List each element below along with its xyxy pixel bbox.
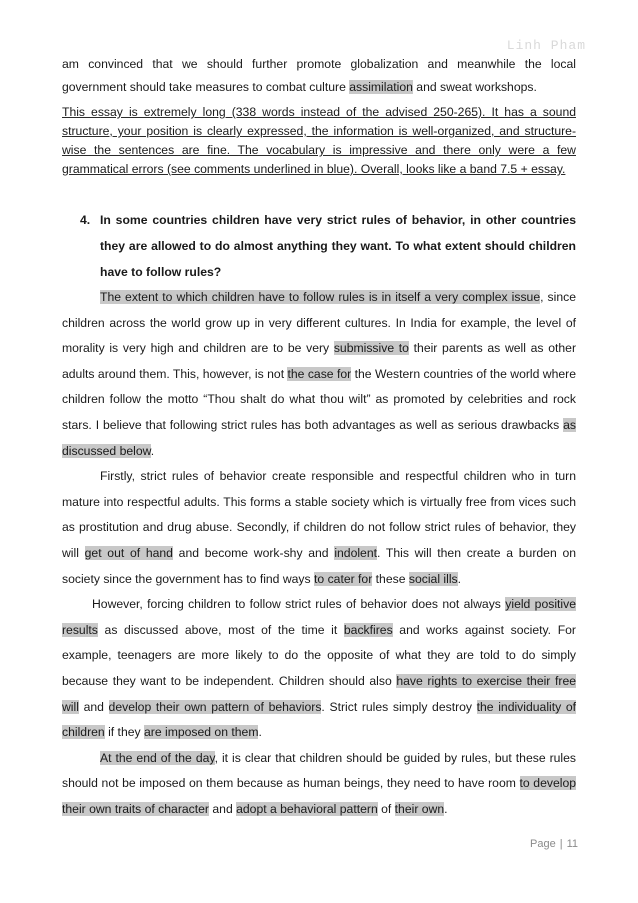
highlighted-phrase: submissive to [333,341,409,356]
essay-paragraph [62,464,576,592]
highlighted-phrase: the case for [287,366,352,381]
text-run: . [258,725,262,740]
text-run: . This will then create a burden on society since the government has to find ways [62,545,576,586]
text-run: their parents as well as other adults around them. This, however, is not [62,341,576,381]
text-run: , it is clear that children should be guided by rules, but these rules should not be imposed on them because as human beings, they need to have room [62,750,577,791]
text-run: However, forcing children to follow strict rules of behavior does not always [92,597,506,612]
text-run: and sweat workshops. [412,80,537,94]
header-author: Linh Pham [506,38,586,53]
intro-paragraph [62,53,576,99]
highlighted-phrase: get out of hand [84,545,173,560]
feedback-text: This essay is extremely long (338 words instead of the advised 250-265). It has a sound structure, your position is clearly expressed, the information is well-organized, and structure-wise the sentences are fine. The vocabulary is impressive and there only were a few grammatical errors (see comments underlined in blue). Overall, looks like a band 7.5 + essay. [62,105,576,176]
highlighted-phrase: are imposed on them [143,725,259,740]
question-number: 4. [80,213,91,227]
highlighted-phrase: The extent to which children have to follow rules is in itself a very complex issue [100,290,541,304]
page-footer: Page | 11 [530,838,578,850]
text-run: am convinced that we should further promote globalization and meanwhile the local government should take measures to combat culture [62,57,576,94]
text-run: if they [104,725,144,740]
highlighted-phrase: backfires [343,622,393,637]
highlighted-phrase: the individuality of children [62,699,577,740]
highlighted-phrase: At the end of the day [100,750,215,765]
text-run: and works against society. For example, teenagers are more likely to do the opposite of what they are told to do simply because they want to be independent. Children should also [62,622,576,688]
text-run: . [150,443,155,458]
text-run: as discussed above, most of the time it [97,622,344,637]
essay-body [62,285,576,822]
highlighted-phrase: adopt a behavioral pattern [236,801,378,816]
page-label: Page [530,838,556,850]
essay-paragraph [62,592,576,746]
text-run: , since children across the world grow up in very different cultures. In India for example, the level of morality is very high and children are to be very [62,290,576,356]
highlighted-phrase: indolent [334,545,378,560]
text-run: . [444,801,448,816]
text-run: and [209,801,237,816]
question-block [80,207,576,285]
essay-paragraph [62,285,576,464]
text-run: . Strict rules simply destroy [321,699,477,714]
text-run: and [78,699,109,714]
highlighted-phrase: social ills [408,571,458,586]
essay-paragraph [62,746,576,823]
page-number: 11 [566,838,578,850]
highlighted-phrase: have rights to exercise their free will [62,673,576,714]
highlighted-phrase: yield positive results [62,597,577,637]
highlighted-phrase: to develop their own traits of character [62,776,576,816]
question-text: In some countries children have very strict rules of behavior, in other countries they are allowed to do almost anything they want. To what extent should children have to follow rules? [100,213,576,279]
text-run: Firstly, strict rules of behavior create responsible and respectful children who in turn mature into respectful adults. This forms a stable society which is virtually free from vices such as prostitution and drug abuse. Secondly, if children do not follow strict rules of behavior, they will [62,469,576,560]
highlighted-phrase: as discussed below [62,417,576,458]
text-run: and become work-shy and [172,545,335,560]
highlighted-phrase: develop their own pattern of behaviors [108,699,322,714]
highlighted-phrase: assimilation [349,80,413,94]
text-run: the Western countries of the world where children follow the motto “Thou shalt do what thou wilt” as promoted by celebrities and rock stars. I believe that following strict rules has both advantages as well as serious drawbacks [62,366,576,432]
text-run: of [377,801,395,816]
feedback-paragraph [62,103,576,179]
highlighted-phrase: their own [394,801,445,816]
text-run: . [457,571,462,586]
text-run: these [372,571,409,586]
highlighted-phrase: to cater for [314,571,373,586]
intro-paragraph-text [62,53,576,99]
